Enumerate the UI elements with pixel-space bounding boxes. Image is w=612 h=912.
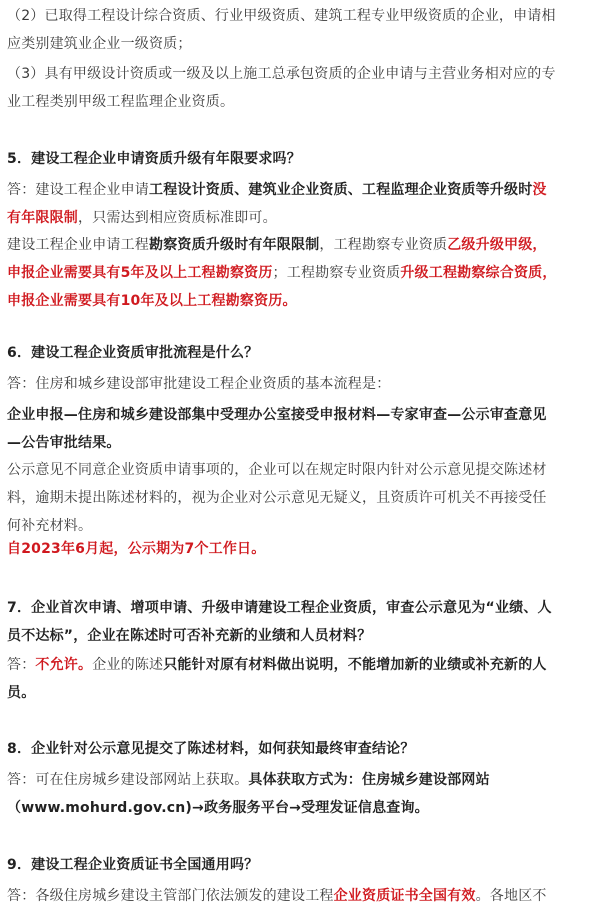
question-9-answer: 答：各级住房城乡建设主管部门依法颁发的建设工程企业资质证书全国有效。各地区不	[7, 888, 547, 904]
question-7-answer: 答：不允许。企业的陈述只能针对原有材料做出说明，不能增加新的业绩或补充新的人 员。	[7, 657, 547, 701]
question-5-heading: 5．建设工程企业申请资质升级有年限要求吗？	[7, 151, 301, 167]
question-8-answer: 答：可在住房城乡建设部网站上获取。具体获取方式为：住房城乡建设部网站 （www.mohurd.gov.cn)→政务服务平台→受理发证信息查询。	[7, 772, 490, 816]
question-6-answer: 答：住房和城乡建设部审批建设工程企业资质的基本流程是：	[7, 376, 391, 392]
question-5-survey-note: 建设工程企业申请工程勘察资质升级时有年限限制，工程勘察专业资质乙级升级甲级， 申报企业需要具有5年及以上工程勘察资历；工程勘察专业资质升级工程勘察综合资质， 申报企业需要具有10年及以上工程勘察资历。	[7, 237, 557, 309]
question-6-publicity-period: 自2023年6月起，公示期为7个工作日。	[7, 541, 266, 557]
question-5-answer: 答：建设工程企业申请工程设计资质、建筑业企业资质、工程监理企业资质等升级时没 有年限限制，只需达到相应资质标准即可。	[7, 182, 547, 226]
item-2-paragraph: （2）已取得工程设计综合资质、行业甲级资质、建筑工程专业甲级资质的企业，申请相 应类别建筑业企业一级资质；	[7, 8, 556, 52]
question-6-flow: 企业申报—住房和城乡建设部集中受理办公室接受申报材料—专家审查—公示审查意见 —公告审批结果。	[7, 407, 547, 451]
question-6-heading: 6．建设工程企业资质审批流程是什么？	[7, 345, 259, 361]
item-3-paragraph: （3）具有甲级设计资质或一级及以上施工总承包资质的企业申请与主营业务相对应的专 业工程类别甲级工程监理企业资质。	[7, 66, 556, 110]
question-8-heading: 8．企业针对公示意见提交了陈述材料，如何获知最终审查结论？	[7, 741, 415, 757]
question-6-note: 公示意见不同意企业资质申请事项的，企业可以在规定时限内针对公示意见提交陈述材 料，逾期未提出陈述材料的，视为企业对公示意见无疑义，且资质许可机关不再接受任 何补充材料。	[7, 462, 547, 534]
question-7-heading: 7．企业首次申请、增项申请、升级申请建设工程企业资质，审查公示意见为“业绩、人 员不达标”，企业在陈述时可否补充新的业绩和人员材料？	[7, 600, 552, 644]
question-9-heading: 9．建设工程企业资质证书全国通用吗？	[7, 857, 259, 873]
